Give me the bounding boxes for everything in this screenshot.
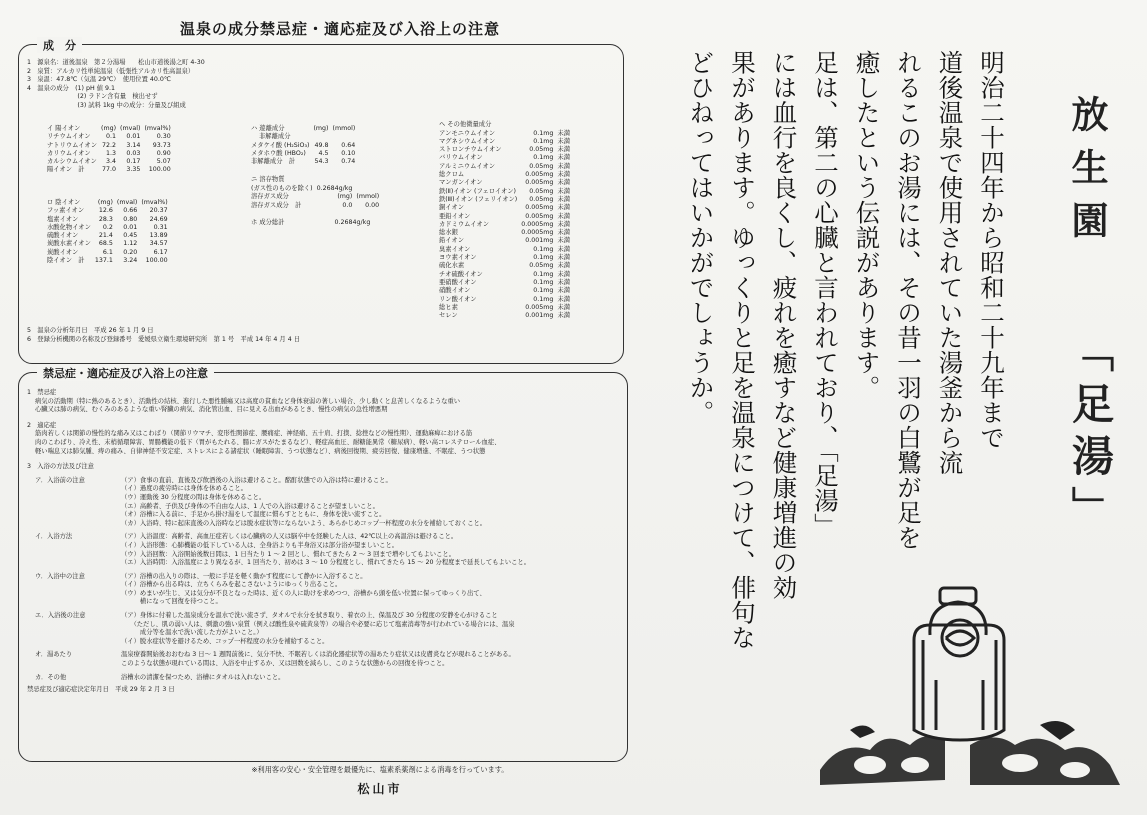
cautions-panel	[18, 367, 628, 762]
text-line: 病気の活動期（特に熱のあるとき）、活動性の結核、進行した悪性腫瘍又は高度の貧血など身体衰弱の著しい場合、少し動くと息苦しくなるような重い	[35, 397, 461, 405]
table-row	[439, 204, 574, 212]
caution-section-items	[121, 533, 530, 567]
table-cell: 未満	[557, 287, 571, 295]
table-cell: 未満	[557, 171, 571, 179]
caution-item: （イ）脱水症状等を避けるため、コップ一杯程度の水分を補給すること。	[121, 637, 329, 645]
table-cell: アンモニウムイオン	[439, 129, 496, 137]
caution-section-items	[121, 477, 486, 529]
table-row	[251, 158, 359, 166]
table-cell: 0.1mg	[533, 245, 554, 253]
disinfection-notice: ※利用客の安心・安全管理を最優先に、塩素系薬剤による消毒を行っています。	[251, 765, 509, 774]
caution-item: （カ）入浴時、特に起床直後の入浴時などは脱水症状等にならないよう、あらかじめコップ一杯程度の水分を補給しておくこと。	[121, 519, 487, 527]
table-cell: 未満	[557, 245, 571, 253]
table-cell: 0.05mg	[529, 146, 554, 154]
text-line: 心臓又は肺の病気、むくみのあるような重い腎臓の病気、消化管出血、目に見える出血があるとき、慢性の病気の急性増悪期	[35, 406, 388, 414]
table-row	[47, 150, 175, 158]
table-cell: 0.2	[102, 223, 113, 231]
caution-item: （イ）過度の疲労時には身体を休めること。	[121, 485, 247, 493]
table-row	[439, 279, 574, 287]
table-cell: 0.1mg	[533, 129, 554, 137]
table-cell: 21.4	[98, 232, 113, 240]
table-cell: 未満	[557, 154, 571, 162]
table-cell: 総ヒ素	[439, 303, 458, 311]
caution-section-label: イ．入浴方法	[35, 533, 73, 541]
table-cell: 0.0005mg	[521, 229, 554, 237]
caution-item: （ア）入浴温度：高齢者、高血圧症若しくは心臓病の人又は脳卒中を経験した人は、42℃以上の高温浴は避けること。	[121, 533, 458, 541]
table-row	[47, 257, 172, 265]
table-cell: 13.89	[149, 232, 168, 240]
table-cell: 0.03	[126, 149, 141, 157]
table-cell: 0.00	[365, 201, 380, 209]
dissolved-heading: ニ 溶存物質	[251, 176, 285, 184]
table-cell: ナトリウムイオン	[47, 141, 97, 149]
table-cell: メタホウ酸 (HBO₂)	[251, 149, 306, 157]
table-cell: 28.3	[98, 215, 113, 223]
caution-item: （ア）食事の直前、直後及び飲酒後の入浴は避けること。酩酊状態での入浴は特に避けること。	[121, 476, 392, 484]
page-title: 温泉の成分禁忌症・適応症及び入浴上の注意	[179, 20, 500, 38]
table-header-cell: (mmol)	[332, 125, 356, 132]
table-row	[439, 262, 574, 270]
table-cell: 0.10	[341, 149, 356, 157]
caution-item: 成分等を温水で洗い流した方がよいこと。）	[121, 629, 263, 637]
table-cell: 68.5	[98, 240, 113, 248]
park-name: 放生園	[1065, 95, 1109, 254]
total-row	[251, 219, 383, 228]
table-cell: 塩素イオン	[47, 215, 79, 223]
footbath-description	[680, 50, 1012, 650]
table-cell: 総クロム	[439, 171, 465, 179]
cautions-body	[27, 389, 530, 695]
table-row	[439, 138, 574, 146]
table-cell: 鉄(Ⅲ)イオン (フェリイオン)	[439, 195, 518, 203]
basic-info	[27, 59, 205, 111]
table-cell: 未満	[557, 129, 571, 137]
table-cell: 0.1	[106, 133, 117, 141]
caution-item: （ウ）めまいが生じ、又は気分が不良となった時は、近くの人に助けを求めつつ、浴槽から頭を低い位置に保ってゆっくり出て、	[121, 589, 486, 597]
table-cell: 0.31	[153, 223, 168, 231]
method-title: 3 入浴の方法及び注意	[27, 463, 94, 471]
caution-section-items	[121, 651, 515, 668]
caution-item: （エ）入浴時間：入浴温度により異なるが、1 回当たり、初めは 3 ～ 10 分程度とし、慣れてきたら 15 ～ 20 分程度まで延長してもよいこと。	[121, 559, 530, 567]
table-cell: 0.005mg	[525, 171, 554, 179]
table-cell: 0.05mg	[529, 262, 554, 270]
caution-item: 横になって回復を待つこと。	[121, 598, 222, 606]
table-row	[439, 179, 574, 187]
table-cell: 34.57	[149, 240, 168, 248]
table-row	[47, 224, 172, 232]
caution-item: （エ）高齢者、子供及び身体の不自由な人は、1 人での入浴は避けることが望ましいこと。	[121, 502, 379, 510]
table-cell: 亜鉛イオン	[439, 212, 471, 220]
trace-heading: ヘ その他微量成分	[439, 121, 492, 128]
table-row	[439, 246, 574, 254]
poem-column: どひねってはいかがでしょうか。	[686, 50, 716, 425]
table-cell: 未満	[557, 254, 571, 262]
table-cell: 未満	[557, 179, 571, 187]
table-cell: 49.8	[314, 141, 329, 149]
table-cell: 0.05mg	[529, 195, 554, 203]
table-header-cell: ハ 遊離成分	[251, 125, 285, 132]
table-cell: 炭酸水素イオン	[47, 240, 91, 248]
table-row	[439, 221, 574, 229]
table-cell: 0.005mg	[525, 303, 554, 311]
table-cell: 未満	[557, 212, 571, 220]
poem-column: 癒したという伝説があります。	[852, 50, 882, 400]
table-cell: 未満	[557, 220, 571, 228]
poem-column: 道後温泉で使用されていた湯釜から流	[935, 50, 965, 475]
table-cell: 硫酸イオン	[47, 232, 79, 240]
table-cell: 0.05mg	[529, 162, 554, 170]
table-cell: 0.01	[123, 223, 138, 231]
table-header-cell: (mg)	[97, 199, 113, 206]
table-cell: リチウムイオン	[47, 133, 91, 141]
table-cell: カドミウムイオン	[439, 220, 489, 228]
cation-table	[47, 125, 175, 175]
table-header-cell: (mval)	[116, 199, 138, 206]
caution-item: （オ）浴槽に入る前に、手足から掛け湯をして温度に慣らすとともに、身体を洗い流すこと。	[121, 511, 386, 519]
caution-section	[27, 533, 530, 567]
table-cell: 0.30	[156, 133, 171, 141]
caution-item: このような状態が現れている間は、入浴を中止するか、又は回数を減らし、このような状態からの回復を待つこと。	[121, 660, 449, 668]
table-cell: 未満	[557, 262, 571, 270]
table-cell: アルミニウムイオン	[439, 162, 496, 170]
basic-line: (3) 試料 1kg 中の成分：分量及び組成	[27, 101, 186, 109]
table-cell: 鉄(Ⅱ)イオン (フェロイオン)	[439, 187, 517, 195]
table-header-cell: (mg)	[101, 125, 117, 132]
table-row	[251, 142, 359, 150]
table-cell: 水酸化物イオン	[47, 223, 91, 231]
table-row	[439, 287, 574, 295]
table-cell: 3.24	[123, 257, 138, 265]
caution-item: 浴槽水の清潔を保つため、浴槽にタオルは入れないこと。	[121, 673, 285, 681]
table-cell: 54.3	[314, 158, 329, 166]
table-cell: 溶存ガス成分 計	[251, 201, 302, 209]
table-cell: 未満	[557, 137, 571, 145]
caution-item: （ア）浴槽の出入りの際は、一般に手足を軽く動かす程度にして静かに入浴すること。	[121, 572, 367, 580]
caution-item: （イ）浴槽から出る時は、立ちくらみを起こさないようにゆっくり出ること。	[121, 581, 342, 589]
basic-line: 1 源泉名：道後温泉 第２分湯場 松山市道後湯之町 4-30	[27, 59, 205, 66]
table-cell: 未満	[557, 295, 571, 303]
table-cell: 未満	[557, 204, 571, 212]
nonion-section	[251, 125, 383, 228]
table-cell: ストロンチウムイオン	[439, 146, 502, 154]
table-cell: フッ素イオン	[47, 207, 85, 215]
table-cell: 1.12	[123, 240, 138, 248]
table-cell: 20.37	[149, 207, 168, 215]
table-cell: メタケイ酸 (H₂SiO₃)	[251, 141, 310, 149]
table-header-cell: (mg)	[313, 125, 329, 132]
caution-section-label: エ．入浴後の注意	[35, 612, 86, 620]
nonion-table	[251, 125, 359, 166]
table-cell: 0.005mg	[525, 179, 554, 187]
poem-column: 明治二十四年から昭和二十九年まで	[977, 50, 1006, 450]
table-cell: 137.1	[94, 257, 113, 265]
table-cell: 0.17	[126, 158, 141, 166]
table-cell: 6.1	[102, 248, 113, 256]
caution-item: （ただし、肌の弱い人は、刺激の強い泉質（例えば酸性泉や硫黄泉等）の場合や必要に応じて塩素消毒等が行われている場合には、温泉	[121, 620, 515, 628]
table-cell: 硫化水素	[439, 262, 465, 270]
text-line: 筋肉若しくは関節の慢性的な痛み又はこわばり（関節リウマチ、変形性関節症、腰痛症、神経痛、五十肩、打撲、捻挫などの慢性期）、運動麻痺における筋	[35, 430, 473, 438]
contraindications-text	[27, 398, 530, 415]
table-header-cell: (mval%)	[144, 125, 171, 132]
table-row	[439, 296, 574, 304]
poem-column: には血行を良くし、疲れを癒すなど健康増進の効	[769, 50, 799, 600]
poem-column: 果があります。ゆっくりと足を温泉につけて、俳句な	[728, 50, 757, 650]
table-cell: 100.00	[148, 166, 171, 174]
table-row	[439, 271, 574, 279]
poem-column: れるこのお湯には、その昔一羽の白鷺が足を	[894, 50, 923, 550]
table-row	[439, 304, 574, 312]
table-cell: 0.1mg	[533, 254, 554, 262]
basic-line: (2) ラドン含有量 検出せず	[27, 93, 158, 101]
table-cell: 非解離成分	[259, 133, 291, 141]
table-cell: 0.05mg	[529, 187, 554, 195]
table-row	[47, 216, 172, 224]
table-cell: 0.20	[123, 248, 138, 256]
table-cell: 93.73	[152, 141, 171, 149]
table-cell: マンガンイオン	[439, 179, 483, 187]
table-row	[251, 193, 383, 201]
trace-table	[439, 130, 574, 321]
footbath-title: 「足湯」	[1066, 330, 1115, 538]
yugama-illustration	[810, 580, 1140, 800]
table-row	[439, 213, 574, 221]
table-cell: 臭素イオン	[439, 245, 471, 253]
table-cell: 0.1mg	[533, 154, 554, 162]
table-cell: 77.0	[102, 166, 117, 174]
table-row	[439, 154, 574, 162]
table-cell: カリウムイオン	[47, 149, 91, 157]
table-cell: 0.001mg	[525, 312, 554, 320]
table-cell: 0.0005mg	[521, 220, 554, 228]
table-cell: 4.5	[318, 149, 329, 157]
table-cell: マグネシウムイオン	[439, 137, 496, 145]
caution-sections	[27, 477, 530, 682]
caution-section-items	[121, 674, 284, 683]
table-cell: (mg)	[337, 193, 353, 201]
table-cell: 未満	[557, 312, 571, 320]
table-row	[47, 133, 175, 141]
table-header-cell: (mval%)	[141, 199, 168, 206]
table-cell: セレン	[439, 312, 458, 320]
caution-section-label: ア．入浴前の注意	[35, 476, 85, 484]
table-cell: 亜硝酸イオン	[439, 278, 477, 286]
table-cell: 12.6	[98, 207, 113, 215]
table-row	[439, 312, 574, 320]
table-row	[251, 202, 383, 210]
composition-heading: 成 分	[37, 37, 82, 53]
table-cell: 鉛イオン	[439, 237, 464, 245]
caution-section	[27, 651, 530, 668]
table-cell: 100.00	[145, 257, 168, 265]
table-cell: 0.45	[123, 232, 138, 240]
table-cell: 未満	[557, 195, 571, 203]
table-cell: チオ硫酸イオン	[439, 270, 483, 278]
caution-section-label: オ．湯あたり	[35, 651, 73, 659]
caution-section	[27, 674, 530, 683]
table-cell: (ガス性のものを除く)	[251, 185, 313, 193]
table-cell: 0.90	[156, 149, 171, 157]
table-cell: 0.001mg	[525, 237, 554, 245]
caution-item: （ウ）運動後 30 分程度の間は身体を休めること。	[121, 493, 266, 501]
table-cell: ヨウ素イオン	[439, 254, 477, 262]
table-cell: カルシウムイオン	[47, 158, 97, 166]
table-row	[47, 240, 172, 248]
table-row	[47, 142, 175, 150]
table-cell: 総水銀	[439, 229, 458, 237]
table-cell: 3.35	[126, 166, 141, 174]
table-cell: 0.1mg	[533, 295, 554, 303]
table-cell: 非解離成分 計	[251, 158, 296, 166]
table-cell: 72.2	[102, 141, 117, 149]
table-cell: 24.69	[149, 215, 168, 223]
table-row	[439, 188, 574, 196]
table-cell: リン酸イオン	[439, 295, 477, 303]
caution-item: 温泉療養開始後おおむね 3 日～ 1 週間前後に、気分不快、不眠若しくは消化器症状等の湯あたり症状又は皮膚炎などが現れることがある。	[121, 651, 515, 659]
table-row	[439, 237, 574, 245]
caution-section-label: カ．その他	[35, 673, 67, 681]
table-cell: 6.17	[153, 248, 168, 256]
caution-section-items	[121, 612, 515, 646]
text-line: 肉のこわばり、冷え性、末梢循環障害、胃腸機能の低下（胃がもたれる、腸にガスがたまるなど）、軽症高血圧、耐糖能異常（糖尿病）、軽い高コレステロール血症、	[35, 438, 501, 446]
table-cell: 0.64	[341, 141, 356, 149]
table-row	[439, 163, 574, 171]
footer-line: 5 温泉の分析年月日 平成 26 年 1 月 9 日	[27, 327, 154, 334]
table-cell: 0.0	[342, 201, 353, 209]
basic-line: 3 泉温：47.8℃（気温 29℃） 使用位置 40.0℃	[27, 76, 171, 84]
caution-section	[27, 477, 530, 529]
total-value: 0.2684g/kg	[334, 218, 371, 226]
basic-line: 4 温泉の成分 (1) pH 値 9.1	[27, 84, 116, 92]
table-cell: 未満	[557, 237, 571, 245]
table-cell: 炭酸イオン	[47, 248, 79, 256]
table-cell: 0.80	[123, 215, 138, 223]
table-cell: 未満	[557, 146, 571, 154]
table-row	[47, 166, 175, 174]
table-cell: 硝酸イオン	[439, 287, 471, 295]
table-cell: 未満	[557, 229, 571, 237]
caution-section-label: ウ．入浴中の注意	[35, 572, 85, 580]
table-cell: 0.005mg	[525, 204, 554, 212]
table-row	[47, 249, 172, 257]
caution-item: （イ）入浴形態：心肺機能の低下している人は、全身浴よりも半身浴又は部分浴が望ましいこと。	[121, 541, 399, 549]
table-cell: 陽イオン 計	[47, 166, 85, 174]
table-cell	[356, 185, 383, 193]
table-cell: 陰イオン 計	[47, 257, 85, 265]
table-cell: 0.2684g/kg	[316, 185, 353, 193]
table-header-cell: イ 陽イオン	[47, 125, 81, 132]
total-label: ホ 成分総計	[251, 218, 285, 226]
table-cell: 0.1mg	[533, 287, 554, 295]
table-cell: バリウムイオン	[439, 154, 483, 162]
table-cell: 0.01	[126, 133, 141, 141]
table-cell: 未満	[557, 187, 571, 195]
table-row	[251, 150, 359, 158]
composition-footer	[27, 327, 300, 344]
table-cell: 0.66	[123, 207, 138, 215]
composition-panel	[18, 39, 624, 364]
caution-section-items	[121, 573, 486, 607]
table-cell: 1.3	[106, 149, 117, 157]
table-cell: 0.1mg	[533, 278, 554, 286]
table-cell: 未満	[557, 270, 571, 278]
dissolved-table	[251, 185, 383, 210]
table-cell: 0.1mg	[533, 137, 554, 145]
caution-item: （ウ）入浴回数：入浴開始後数日間は、1 日当たり 1 ～ 2 回とし、慣れてきたら 2 ～ 3 回まで増やしてもよいこと。	[121, 550, 455, 558]
indications-text	[27, 430, 530, 456]
caution-item: （ア）身体に付着した温泉成分を温水で洗い流さず、タオルで水分を拭き取り、着衣の上、保温及び 30 分程度の安静を心がけること	[121, 612, 498, 620]
table-header-cell: (mval)	[120, 125, 141, 132]
table-cell: 0.74	[341, 158, 356, 166]
caution-section	[27, 573, 530, 607]
anion-table	[47, 199, 172, 265]
footer-line: 6 登録分析機関の名称及び登録番号 愛媛県立衛生環境研究所 第 1 号 平成 14 年 4 月 4 日	[27, 335, 301, 343]
table-cell: 0.1mg	[533, 270, 554, 278]
poem-column: 足は、第二の心臓と言われており、「足湯」	[811, 50, 840, 538]
table-cell: 未満	[557, 303, 571, 311]
table-cell: 溶存ガス成分	[251, 193, 289, 201]
table-cell: 未満	[557, 278, 571, 286]
table-cell: 3.14	[126, 141, 141, 149]
city-name: 松山市	[357, 782, 403, 796]
table-cell: 未満	[557, 162, 571, 170]
table-header-cell: ロ 陰イオン	[47, 199, 81, 206]
contraindications-title: 1 禁忌症	[27, 389, 57, 396]
basic-line: 2 泉質：アルカリ性単純温泉（低張性アルカリ性高温泉）	[27, 67, 195, 75]
caution-section	[27, 612, 530, 646]
table-cell: 0.005mg	[525, 212, 554, 220]
table-cell: 5.07	[156, 158, 171, 166]
table-cell: 3.4	[106, 158, 117, 166]
trace-section	[439, 121, 574, 320]
table-cell: 銅イオン	[439, 204, 464, 212]
cautions-heading: 禁忌症・適応症及び入浴上の注意	[37, 365, 214, 381]
table-cell: (mmol)	[356, 193, 380, 201]
text-line: 軽い喘息又は肺気腫、痔の痛み、自律神経不安定症、ストレスによる諸症状（睡眠障害、うつ状態など）、病後回復期、疲労回復、健康増進、不眠症、うつ状態	[35, 447, 486, 455]
table-row	[47, 207, 172, 215]
table-row	[439, 130, 574, 138]
decision-date: 禁忌症及び適応症決定年月日 平成 29 年 2 月 3 日	[27, 686, 175, 694]
indications-title: 2 適応症	[27, 421, 57, 429]
